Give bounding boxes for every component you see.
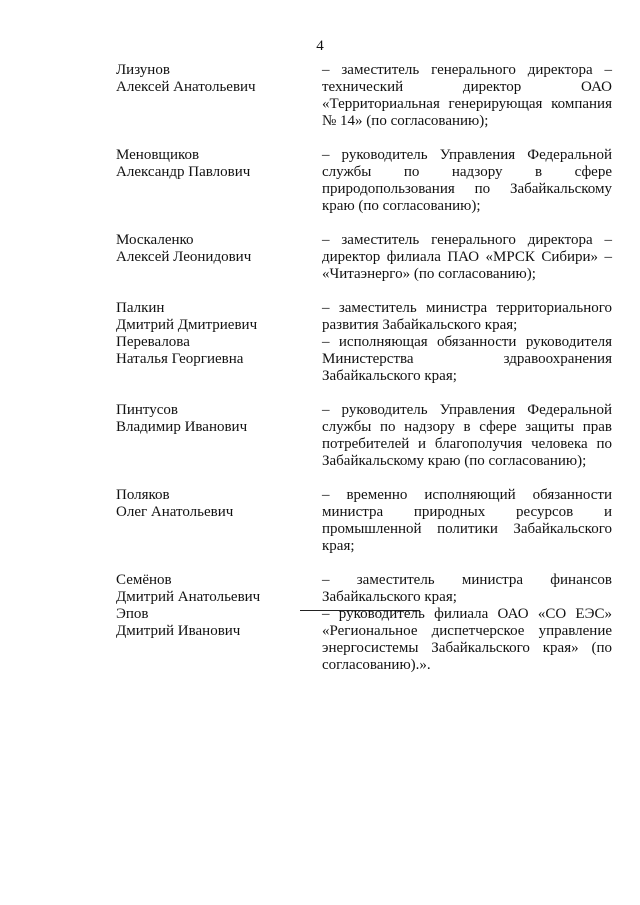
role-line: – заместитель министра финансов [322, 572, 612, 588]
member-surname: Москаленко [116, 232, 194, 248]
member-surname: Эпов [116, 606, 149, 622]
member-role [322, 487, 612, 555]
role-line: потребителей и благополучия человека по [322, 436, 612, 452]
role-line: энергосистемы Забайкальского края» (по [322, 640, 612, 656]
member-role [322, 147, 612, 215]
role-line: развития Забайкальского края; [322, 317, 518, 333]
member-entry [116, 300, 612, 334]
member-surname: Пинтусов [116, 402, 178, 418]
member-role [322, 572, 612, 606]
member-name [116, 334, 322, 385]
member-surname: Семёнов [116, 572, 172, 588]
role-line: № 14» (по согласованию); [322, 113, 489, 129]
role-line: Министерства здравоохранения [322, 351, 612, 367]
role-line: – временно исполняющий обязанности [322, 487, 612, 503]
member-given-name: Дмитрий Дмитриевич [116, 317, 258, 333]
member-role [322, 606, 612, 674]
role-line: – исполняющая обязанности руководителя [322, 334, 612, 350]
member-surname: Перевалова [116, 334, 190, 350]
member-role [322, 334, 612, 385]
member-entry [116, 606, 612, 674]
member-role [322, 300, 612, 334]
role-line: службы по надзору в сфере защиты прав [322, 419, 612, 435]
role-line: министра природных ресурсов и [322, 504, 612, 520]
member-name [116, 300, 322, 334]
role-line: – заместитель генерального директора – [322, 232, 612, 248]
member-name [116, 232, 322, 283]
role-line: директор филиала ПАО «МРСК Сибири» – [322, 249, 612, 265]
member-surname: Поляков [116, 487, 170, 503]
role-line: краю (по согласованию); [322, 198, 481, 214]
role-line: технический директор ОАО [322, 79, 612, 95]
member-name [116, 487, 322, 555]
role-line: согласованию).». [322, 657, 431, 673]
member-surname: Палкин [116, 300, 165, 316]
member-role [322, 402, 612, 470]
role-line: – заместитель министра территориального [322, 300, 612, 316]
role-line: Забайкальского края; [322, 368, 457, 384]
member-entry [116, 232, 612, 283]
member-given-name: Александр Павлович [116, 164, 251, 180]
role-line: – руководитель Управления Федеральной [322, 402, 612, 418]
member-name [116, 572, 322, 606]
member-list [116, 62, 612, 674]
role-line: службы по надзору в сфере [322, 164, 612, 180]
member-entry [116, 402, 612, 470]
member-entry [116, 62, 612, 130]
member-entry [116, 334, 612, 385]
member-given-name: Олег Анатольевич [116, 504, 234, 520]
member-role [322, 62, 612, 130]
member-given-name: Алексей Анатольевич [116, 79, 256, 95]
member-name [116, 147, 322, 215]
member-given-name: Алексей Леонидович [116, 249, 252, 265]
member-given-name: Дмитрий Анатольевич [116, 589, 261, 605]
role-line: «Территориальная генерирующая компания [322, 96, 612, 112]
role-line: Забайкальскому краю (по согласованию); [322, 453, 587, 469]
member-entry [116, 487, 612, 555]
member-name [116, 62, 322, 130]
member-surname: Лизунов [116, 62, 170, 78]
role-line: «Региональное диспетчерское управление [322, 623, 612, 639]
member-surname: Меновщиков [116, 147, 200, 163]
role-line: промышленной политики Забайкальского [322, 521, 612, 537]
role-line: Забайкальского края; [322, 589, 457, 605]
role-line: – заместитель генерального директора – [322, 62, 612, 78]
role-line: – руководитель Управления Федеральной [322, 147, 612, 163]
member-role [322, 232, 612, 283]
role-line: «Читаэнерго» (по согласованию); [322, 266, 536, 282]
role-line: края; [322, 538, 355, 554]
role-line: природопользования по Забайкальскому [322, 181, 612, 197]
member-given-name: Дмитрий Иванович [116, 623, 241, 639]
member-name [116, 402, 322, 470]
member-entry [116, 147, 612, 215]
member-given-name: Наталья Георгиевна [116, 351, 244, 367]
page-number: 4 [316, 38, 324, 54]
role-line: – руководитель филиала ОАО «СО ЕЭС» [322, 606, 612, 622]
member-name [116, 606, 322, 674]
member-given-name: Владимир Иванович [116, 419, 248, 435]
closing-divider-line [300, 610, 420, 611]
member-entry [116, 572, 612, 606]
